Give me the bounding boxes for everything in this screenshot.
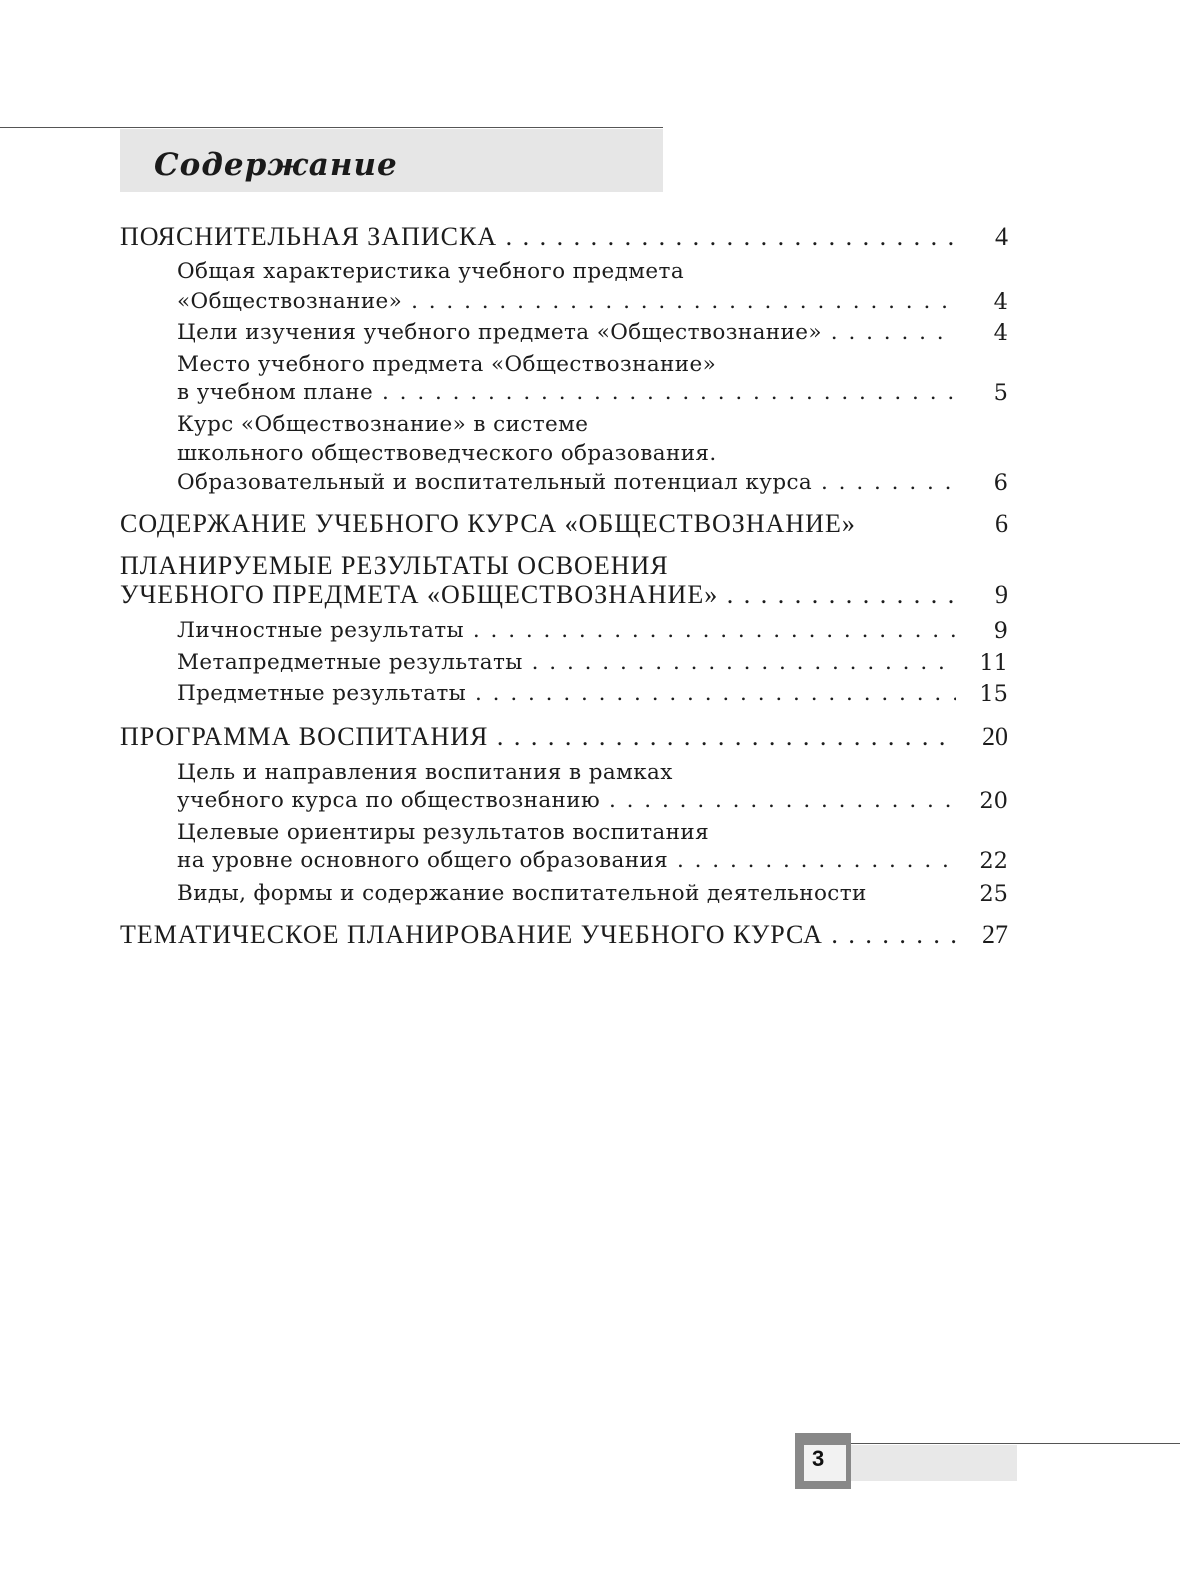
toc-entry-title-cont: учебного курса по обществознанию . . . [177,786,956,816]
toc-entry-title: Курс «Обществознание» в системе [177,412,589,437]
toc-entry-title-cont: Образовательный и воспитательный потенциал курса . . . [177,468,956,498]
toc-page-number: 4 [993,289,1008,315]
toc-page-number: 9 [995,580,1008,609]
toc-entry-title: ПЛАНИРУЕМЫЕ РЕЗУЛЬТАТЫ ОСВОЕНИЯ [120,551,669,580]
toc-entry-title-cont: в учебном плане . . . [177,378,956,408]
toc-page-number: 9 [993,618,1008,644]
toc-page-number: 25 [979,881,1008,907]
toc-entry-title: Личностные результаты . . . [177,616,956,646]
toc-entry-title-cont: на уровне основного общего образования . . . [177,846,956,876]
toc-page-number: 11 [979,650,1008,676]
toc-page-number: 15 [979,681,1008,707]
toc-page-number: 5 [993,380,1008,406]
toc-entry-title: ПОЯСНИТЕЛЬНАЯ ЗАПИСКА . . . [120,222,956,252]
page-number-box [804,1445,846,1481]
toc-entry-title: ПРОГРАММА ВОСПИТАНИЯ . . . [120,722,956,752]
toc-page-number: 6 [993,470,1008,496]
toc-entry-title: Виды, формы и содержание воспитательной деятельности [177,881,867,906]
toc-entry-title: Метапредметные результаты . . . [177,648,956,678]
toc-page-number: 20 [982,722,1008,751]
page-number: 3 [812,1446,825,1471]
toc-page-number: 4 [993,320,1008,346]
toc-entry-title: СОДЕРЖАНИЕ УЧЕБНОГО КУРСА «ОБЩЕСТВОЗНАНИЕ» [120,509,856,538]
toc-entry-title-cont: школьного обществоведческого образования. [177,441,717,466]
footer-rule [795,1443,1180,1444]
page-title: Содержание [154,147,398,183]
toc-page-number: 27 [982,920,1008,949]
toc-entry-title: Предметные результаты . . . [177,679,956,709]
toc-page-number: 6 [995,509,1008,538]
toc-page-number: 4 [995,222,1008,251]
toc-entry-title: Целевые ориентиры результатов воспитания [177,820,710,845]
toc-entry-title: Цели изучения учебного предмета «Обществознание» . . . [177,318,956,348]
toc-entry-title: Общая характеристика учебного предмета [177,259,685,284]
toc-entry-title-cont: УЧЕБНОГО ПРЕДМЕТА «ОБЩЕСТВОЗНАНИЕ» . . . [120,580,956,610]
toc-entry-title: Место учебного предмета «Обществознание» [177,352,717,377]
toc-page-number: 20 [979,788,1008,814]
toc-entry-title: Цель и направления воспитания в рамках [177,760,673,785]
toc-entry-title-cont: «Обществознание» . . . [177,287,956,317]
page-number-band [851,1445,1017,1481]
toc-entry-title: ТЕМАТИЧЕСКОЕ ПЛАНИРОВАНИЕ УЧЕБНОГО КУРСА . . . [120,920,956,950]
toc-page-number: 22 [979,848,1008,874]
